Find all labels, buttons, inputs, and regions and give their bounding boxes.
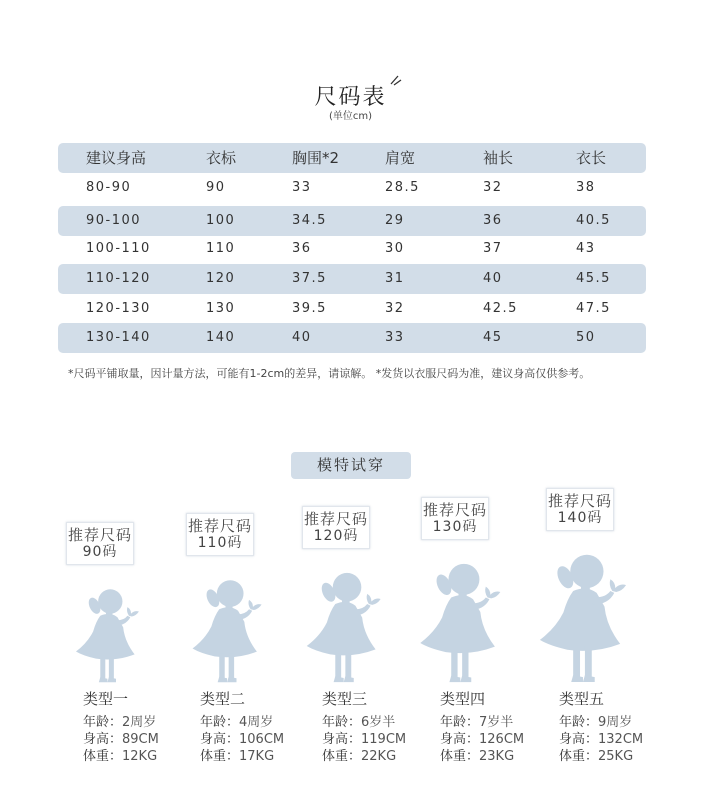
size-chart-note: *尺码平铺取量，因计量方法，可能有1-2cm的差异，请谅解。 *发货以衣服尺码为准，建议身高仅供参考。	[68, 367, 591, 380]
table-cell: 100-110	[86, 241, 151, 256]
model-type: 类型四	[440, 690, 486, 708]
model-age	[322, 714, 442, 731]
age-value: 6岁半	[361, 715, 396, 730]
table-row	[58, 234, 646, 264]
recommend-size: 120码	[313, 528, 359, 544]
height-label: 身高：	[440, 732, 480, 747]
table-cell: 43	[576, 241, 596, 256]
weight-label: 体重：	[440, 749, 480, 764]
table-row	[58, 264, 646, 294]
recommend-label: 推荐尺码	[303, 510, 368, 528]
table-row	[58, 323, 646, 353]
table-cell: 120-130	[86, 301, 151, 316]
girl-silhouette-icon	[71, 580, 141, 683]
height-label: 身高：	[322, 732, 362, 747]
height-value: 119CM	[361, 732, 407, 747]
table-cell: 37.5	[292, 271, 327, 286]
recommended-size-card	[421, 497, 489, 540]
table-row	[58, 206, 646, 236]
age-value: 7岁半	[479, 715, 514, 730]
height-label: 身高：	[83, 732, 123, 747]
recommend-size: 90码	[82, 544, 118, 560]
recommend-label: 推荐尺码	[67, 526, 132, 544]
model-weight	[559, 748, 679, 765]
table-cell: 36	[483, 213, 503, 228]
model-type: 类型三	[322, 690, 368, 708]
table-cell: 80-90	[86, 180, 132, 195]
table-cell: 47.5	[576, 301, 611, 316]
size-table-header	[58, 143, 646, 173]
height-label: 身高：	[559, 732, 599, 747]
table-cell: 40	[483, 271, 503, 286]
table-cell: 34.5	[292, 213, 327, 228]
table-cell: 29	[385, 213, 405, 228]
height-label: 身高：	[200, 732, 240, 747]
weight-value: 23KG	[479, 749, 515, 764]
weight-label: 体重：	[559, 749, 599, 764]
size-chart-title: 尺码表	[314, 85, 387, 110]
weight-value: 12KG	[122, 749, 158, 764]
model-height	[322, 731, 442, 748]
model-height	[559, 731, 679, 748]
model-type: 类型二	[200, 690, 246, 708]
sparkle-decoration-icon	[389, 74, 403, 86]
recommend-size: 140码	[557, 510, 603, 526]
model-age	[559, 714, 679, 731]
table-cell: 39.5	[292, 301, 327, 316]
model-height	[200, 731, 320, 748]
girl-silhouette-icon	[414, 552, 503, 683]
table-cell: 90-100	[86, 213, 142, 228]
model-age	[440, 714, 560, 731]
model-age	[200, 714, 320, 731]
model-info	[559, 689, 679, 765]
model-info	[83, 689, 203, 765]
table-cell: 30	[385, 241, 405, 256]
table-cell: 45	[483, 330, 503, 345]
header-chest: 胸围*2	[292, 149, 340, 167]
model-age	[83, 714, 203, 731]
weight-value: 17KG	[239, 749, 275, 764]
model-weight	[322, 748, 442, 765]
recommended-size-card	[186, 513, 254, 556]
model-type: 类型一	[83, 690, 129, 708]
table-cell: 36	[292, 241, 312, 256]
table-cell: 31	[385, 271, 405, 286]
recommend-label: 推荐尺码	[187, 517, 252, 535]
weight-value: 25KG	[598, 749, 634, 764]
height-value: 126CM	[479, 732, 525, 747]
recommend-size: 110码	[197, 535, 243, 551]
age-label: 年龄：	[200, 715, 240, 730]
table-cell: 40.5	[576, 213, 611, 228]
model-height	[440, 731, 560, 748]
table-row	[58, 294, 646, 324]
model-height	[83, 731, 203, 748]
model-info	[440, 689, 560, 765]
size-chart-unit: (单位cm)	[328, 111, 373, 122]
table-cell: 45.5	[576, 271, 611, 286]
recommended-size-card	[302, 506, 370, 549]
header-suggested-height: 建议身高	[86, 149, 147, 167]
girl-silhouette-icon	[187, 570, 264, 683]
table-cell: 50	[576, 330, 596, 345]
age-value: 9周岁	[598, 715, 633, 730]
age-label: 年龄：	[440, 715, 480, 730]
weight-value: 22KG	[361, 749, 397, 764]
recommended-size-card	[546, 488, 614, 531]
model-weight	[440, 748, 560, 765]
weight-label: 体重：	[200, 749, 240, 764]
header-sleeve: 袖长	[483, 149, 514, 167]
table-cell: 110-120	[86, 271, 151, 286]
recommend-size: 130码	[432, 519, 478, 535]
table-cell: 110	[206, 241, 236, 256]
table-cell: 32	[483, 180, 503, 195]
age-value: 4周岁	[239, 715, 274, 730]
height-value: 132CM	[598, 732, 644, 747]
model-info	[322, 689, 442, 765]
table-cell: 38	[576, 180, 596, 195]
table-cell: 130	[206, 301, 236, 316]
height-value: 89CM	[122, 732, 159, 747]
weight-label: 体重：	[83, 749, 123, 764]
table-cell: 28.5	[385, 180, 420, 195]
table-cell: 90	[206, 180, 226, 195]
model-info	[200, 689, 320, 765]
model-section-title: 模特试穿	[291, 452, 411, 479]
model-weight	[200, 748, 320, 765]
girl-silhouette-icon	[301, 562, 383, 683]
table-row	[58, 173, 646, 203]
table-cell: 37	[483, 241, 503, 256]
table-cell: 40	[292, 330, 312, 345]
recommend-label: 推荐尺码	[422, 501, 487, 519]
age-label: 年龄：	[322, 715, 362, 730]
header-size-label: 衣标	[206, 149, 237, 167]
table-cell: 140	[206, 330, 236, 345]
height-value: 106CM	[239, 732, 285, 747]
recommended-size-card	[66, 522, 134, 565]
header-length: 衣长	[576, 149, 607, 167]
header-shoulder: 肩宽	[385, 149, 416, 167]
model-weight	[83, 748, 203, 765]
table-cell: 42.5	[483, 301, 518, 316]
table-cell: 32	[385, 301, 405, 316]
girl-silhouette-icon	[533, 542, 629, 683]
weight-label: 体重：	[322, 749, 362, 764]
age-label: 年龄：	[559, 715, 599, 730]
table-cell: 33	[385, 330, 405, 345]
table-cell: 130-140	[86, 330, 151, 345]
model-type: 类型五	[559, 690, 605, 708]
age-label: 年龄：	[83, 715, 123, 730]
table-cell: 100	[206, 213, 236, 228]
recommend-label: 推荐尺码	[547, 492, 612, 510]
age-value: 2周岁	[122, 715, 157, 730]
table-cell: 120	[206, 271, 236, 286]
table-cell: 33	[292, 180, 312, 195]
